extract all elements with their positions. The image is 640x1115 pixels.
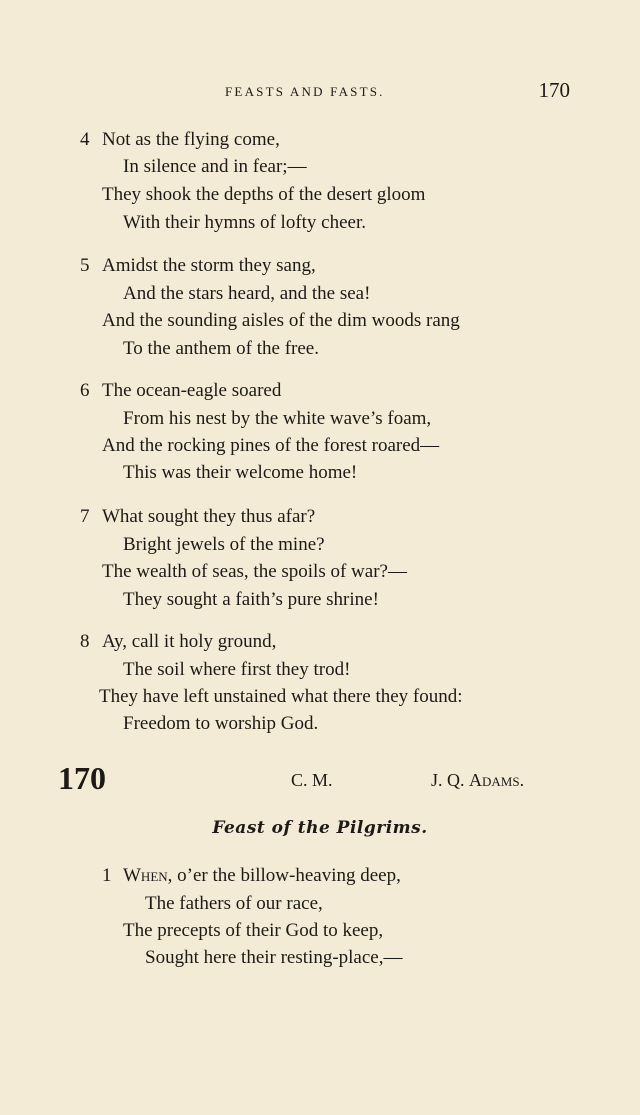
verse-line: And the rocking pines of the forest roared— [102,435,440,456]
author-initials: J. Q. [431,770,465,790]
verse-line: The ocean-eagle soared [102,380,282,401]
verse-line: With their hymns of lofty cheer. [123,212,367,233]
verse-line: From his nest by the white wave’s foam, [123,408,432,429]
first-line-rest: o’er the billow-heaving deep, [172,865,401,886]
hymn-number: 170 [58,760,106,796]
stanza-number: 8 [80,631,90,652]
stanza-number: 7 [80,506,90,527]
hymn-header [0,760,640,800]
verse-line: Sought here their resting-place,— [145,947,403,968]
running-head [0,78,640,106]
verse-line: And the stars heard, and the sea! [123,283,371,304]
verse-line: This was their welcome home! [123,462,358,483]
first-word: When, [123,865,173,886]
verse-line: The soil where first they trod! [123,659,351,680]
stanza-number: 6 [80,380,90,401]
hymn-author [431,770,524,791]
verse-line: To the anthem of the free. [123,338,319,359]
verse-line: Ay, call it holy ground, [102,631,277,652]
verse-line: And the sounding aisles of the dim woods rang [102,310,460,331]
verse-line: The precepts of their God to keep, [123,920,384,941]
verse-line: In silence and in fear;— [123,156,307,177]
running-title: FEASTS AND FASTS. [225,84,385,99]
verse-line: Freedom to worship God. [123,713,319,734]
verse-line: The wealth of seas, the spoils of war?— [102,561,407,582]
verse-line: They shook the depths of the desert gloom [102,184,426,205]
author-surname: Adams. [469,770,525,790]
verse-line: The fathers of our race, [145,893,323,914]
verse-line [123,864,401,888]
stanza-number: 1 [102,865,112,886]
page-number: 170 [538,78,570,102]
verse-line: They sought a faith’s pure shrine! [123,589,379,610]
stanza-number: 5 [80,255,90,276]
verse-line: What sought they thus afar? [102,506,316,527]
verse-line: Bright jewels of the mine? [123,534,325,555]
verse-line: Amidst the storm they sang, [102,255,316,276]
hymn-title: Feast of the Pilgrims. [212,818,428,838]
stanza-number: 4 [80,129,90,150]
verse-line: They have left unstained what there they found: [99,686,463,707]
verse-line: Not as the flying come, [102,129,280,150]
hymn-meter: C. M. [291,770,333,790]
